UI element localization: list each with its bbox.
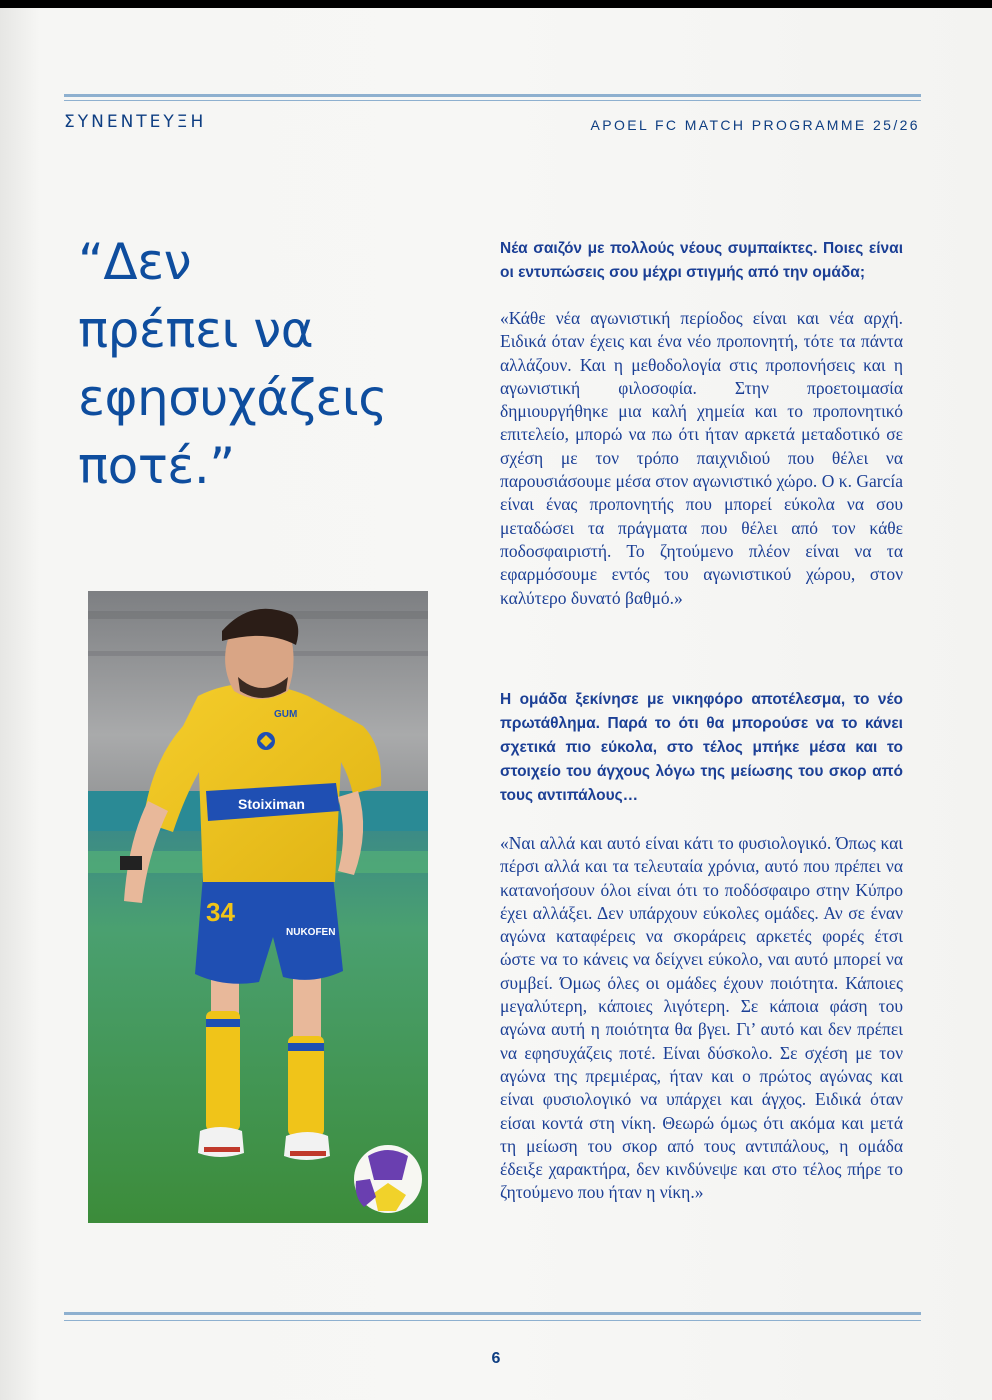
footer-rule-thin: [64, 1320, 921, 1321]
programme-title: APOEL FC MATCH PROGRAMME 25/26: [590, 117, 920, 133]
footer-rule-thick: [64, 1312, 921, 1315]
pull-quote: [78, 228, 478, 500]
interview-question: Η ομάδα ξεκίνησε με νικηφόρο αποτέλεσμα, το νέο πρωτάθλημα. Παρά το ότι θα μπορούσε να το κάνει σχετικά πιο εύκολα, στο τέλος μπήκε μέσα και το στοιχείο του άγχους λόγω της μείωσης του σκορ από τους αντιπάλους…: [500, 691, 903, 804]
interview-column-2: [500, 688, 903, 1205]
player-photo: [88, 591, 428, 1223]
pull-quote-line: πρέπει να: [78, 301, 314, 359]
shirt-sponsor-text: Stoiximan: [238, 796, 305, 812]
interview-answer: «Κάθε νέα αγωνιστική περίοδος είναι και νέα αρχή. Ειδικά όταν έχεις και ένα νέο προπονητή, τότε τα πάντα αλλάζουν. Και η μεθοδολογία στις προπονήσεις και η αγωνιστική φιλοσοφία. Στην προετοιμασία δημιουργήθηκε μια καλή χημεία και το προπονητικό επιτελείο, μπορώ να πω ότι ήταν αρκετά μεταδοτικό σε σχέση με τον τρόπο παιχνιδιού που θέλει να παρουσιάσουμε μέσα στον αγωνιστικό χώρο. Ο κ. García είναι ένας προπονητής που μπορεί εύκολα να σου μεταδώσει τα πράγματα που θέλει από τον κάθε ποδοσφαιριστή. Το ζητούμενο πλέον είναι να τα εφαρμόσουμε εντός του αγωνιστικού χώρου, στον καλύτερο δυνατό βαθμό.»: [500, 308, 903, 608]
section-label: ΣΥΝΕΝΤΕΥΞΗ: [64, 112, 207, 132]
pull-quote-line: “Δεν: [78, 233, 192, 291]
top-black-bar: [0, 0, 992, 8]
interview-question: Νέα σαιζόν με πολλούς νέους συμπαίκτες. Ποιες είναι οι εντυπώσεις σου μέχρι στιγμής από την ομάδα;: [500, 240, 903, 281]
header-rule-thin: [64, 100, 921, 101]
shirt-number-text: 34: [206, 897, 235, 927]
shorts-sponsor-text: NUKOFEN: [286, 927, 336, 938]
page-number: 6: [491, 1350, 501, 1367]
interview-column-1: [500, 237, 903, 610]
pull-quote-line: εφησυχάζεις: [78, 369, 388, 427]
sleeve-sponsor-text: GUM: [274, 709, 298, 720]
player-photo-illustration: [88, 591, 428, 1223]
interview-answer: «Ναι αλλά και αυτό είναι κάτι το φυσιολογικό. Όπως και πέρσι αλλά και τα τελευταία χρόνια, αυτό που πρέπει να κατανοήσουν όλοι είναι ότι το ποδόσφαιρο στην Κύπρο έχει αλλάξει. Δεν υπάρχουν εύκολες ομάδες. Αν σε έναν αγώνα καταφέρεις να σκοράρεις αρκετές φορές έτσι ώστε να το κάνεις να δείχνει εύκολο, ναι αυτό μπορεί να συμβεί. Όμως όλες οι ομάδες έχουν ποιότητα. Κάποιες μεγαλύτερη, κάποιες λιγότερη. Σε κάποια φάση του αγώνα αυτή η ποιότητα θα βγει. Γι’ αυτό και δεν πρέπει να εφησυχάζεις ποτέ. Είναι δύσκολο. Σε σχέση με τον αγώνα της πρεμιέρας, ήταν και ο πρώτος αγώνας και είναι φυσιολογικό να υπάρχει και άγχος. Ειδικά όταν είσαι κοντά στη νίκη. Θεωρώ όμως ότι ακόμα και μετά τη μείωση του σκορ από τους αντιπάλους, η ομάδα έδειξε χαρακτήρα, δεν κινδύνεψε και στο τέλος πήρε το ζητούμενο που ήταν η νίκη.»: [500, 833, 903, 1203]
header-rule-thick: [64, 94, 921, 97]
pull-quote-line: ποτέ.”: [78, 437, 235, 495]
